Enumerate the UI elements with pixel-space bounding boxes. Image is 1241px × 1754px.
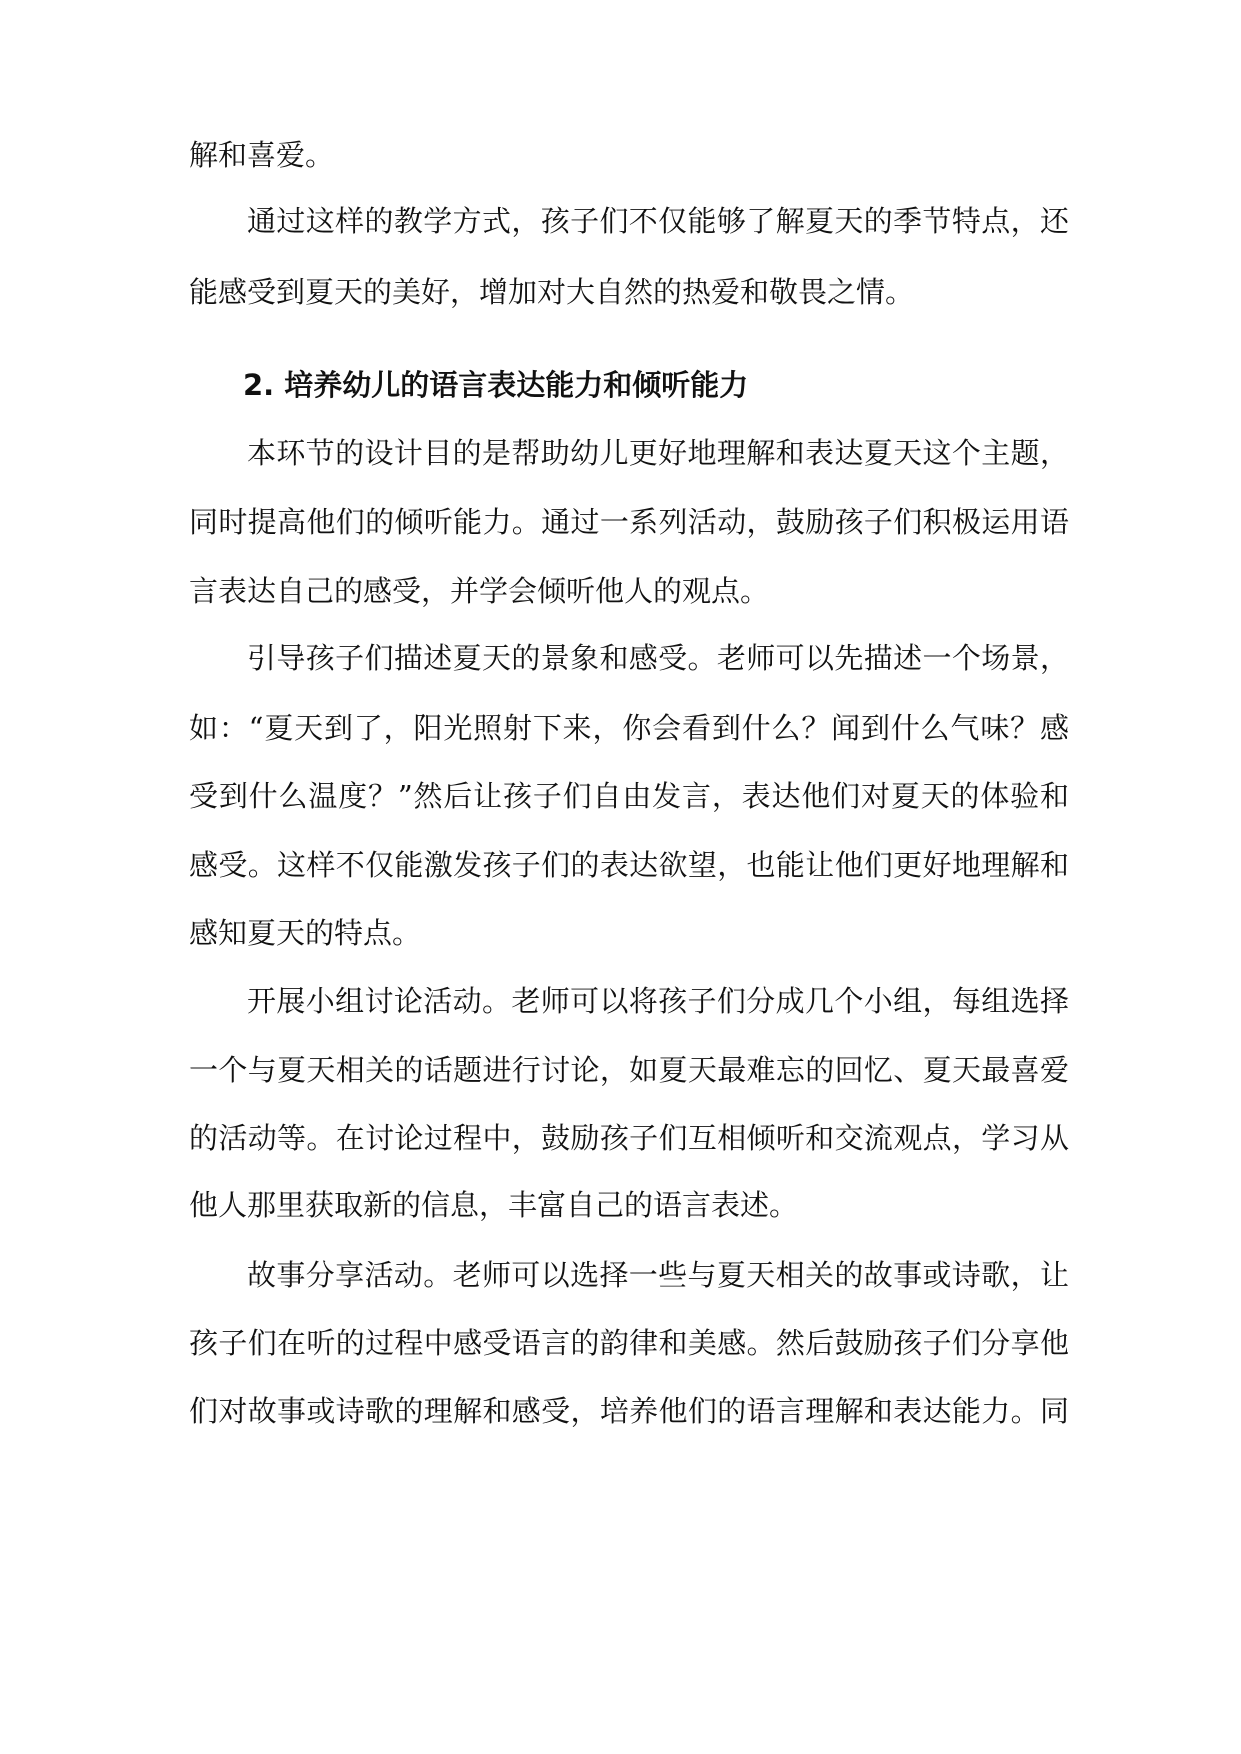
paragraph-line: 的活动等。在讨论过程中，鼓励孩子们互相倾听和交流观点，学习从	[189, 1121, 1069, 1155]
paragraph-line: 感受。这样不仅能激发孩子们的表达欲望，也能让他们更好地理解和	[189, 848, 1069, 882]
section-heading: 2. 培养幼儿的语言表达能力和倾听能力	[243, 368, 749, 402]
paragraph-line: 感知夏天的特点。	[189, 916, 422, 950]
paragraph-line: 能感受到夏天的美好，增加对大自然的热爱和敬畏之情。	[189, 275, 915, 309]
paragraph-line: 如：“夏天到了，阳光照射下来，你会看到什么？闻到什么气味？感	[189, 711, 1069, 745]
paragraph-line: 受到什么温度？”然后让孩子们自由发言，表达他们对夏天的体验和	[189, 779, 1069, 813]
paragraph-line: 孩子们在听的过程中感受语言的韵律和美感。然后鼓励孩子们分享他	[189, 1326, 1069, 1360]
paragraph-line: 引导孩子们描述夏天的景象和感受。老师可以先描述一个场景，	[247, 641, 1069, 675]
paragraph-line: 通过这样的教学方式，孩子们不仅能够了解夏天的季节特点，还	[247, 204, 1069, 238]
paragraph-line: 同时提高他们的倾听能力。通过一系列活动，鼓励孩子们积极运用语	[189, 505, 1069, 539]
paragraph-line: 们对故事或诗歌的理解和感受，培养他们的语言理解和表达能力。同	[189, 1394, 1069, 1428]
paragraph-line: 解和喜爱。	[189, 138, 335, 172]
paragraph-line: 本环节的设计目的是帮助幼儿更好地理解和表达夏天这个主题，	[247, 436, 1069, 470]
paragraph-line: 一个与夏天相关的话题进行讨论，如夏天最难忘的回忆、夏天最喜爱	[189, 1053, 1069, 1087]
paragraph-line: 开展小组讨论活动。老师可以将孩子们分成几个小组，每组选择	[247, 984, 1069, 1018]
paragraph-line: 言表达自己的感受，并学会倾听他人的观点。	[189, 574, 770, 608]
paragraph-line: 他人那里获取新的信息，丰富自己的语言表述。	[189, 1188, 799, 1222]
paragraph-line: 故事分享活动。老师可以选择一些与夏天相关的故事或诗歌，让	[247, 1258, 1069, 1292]
